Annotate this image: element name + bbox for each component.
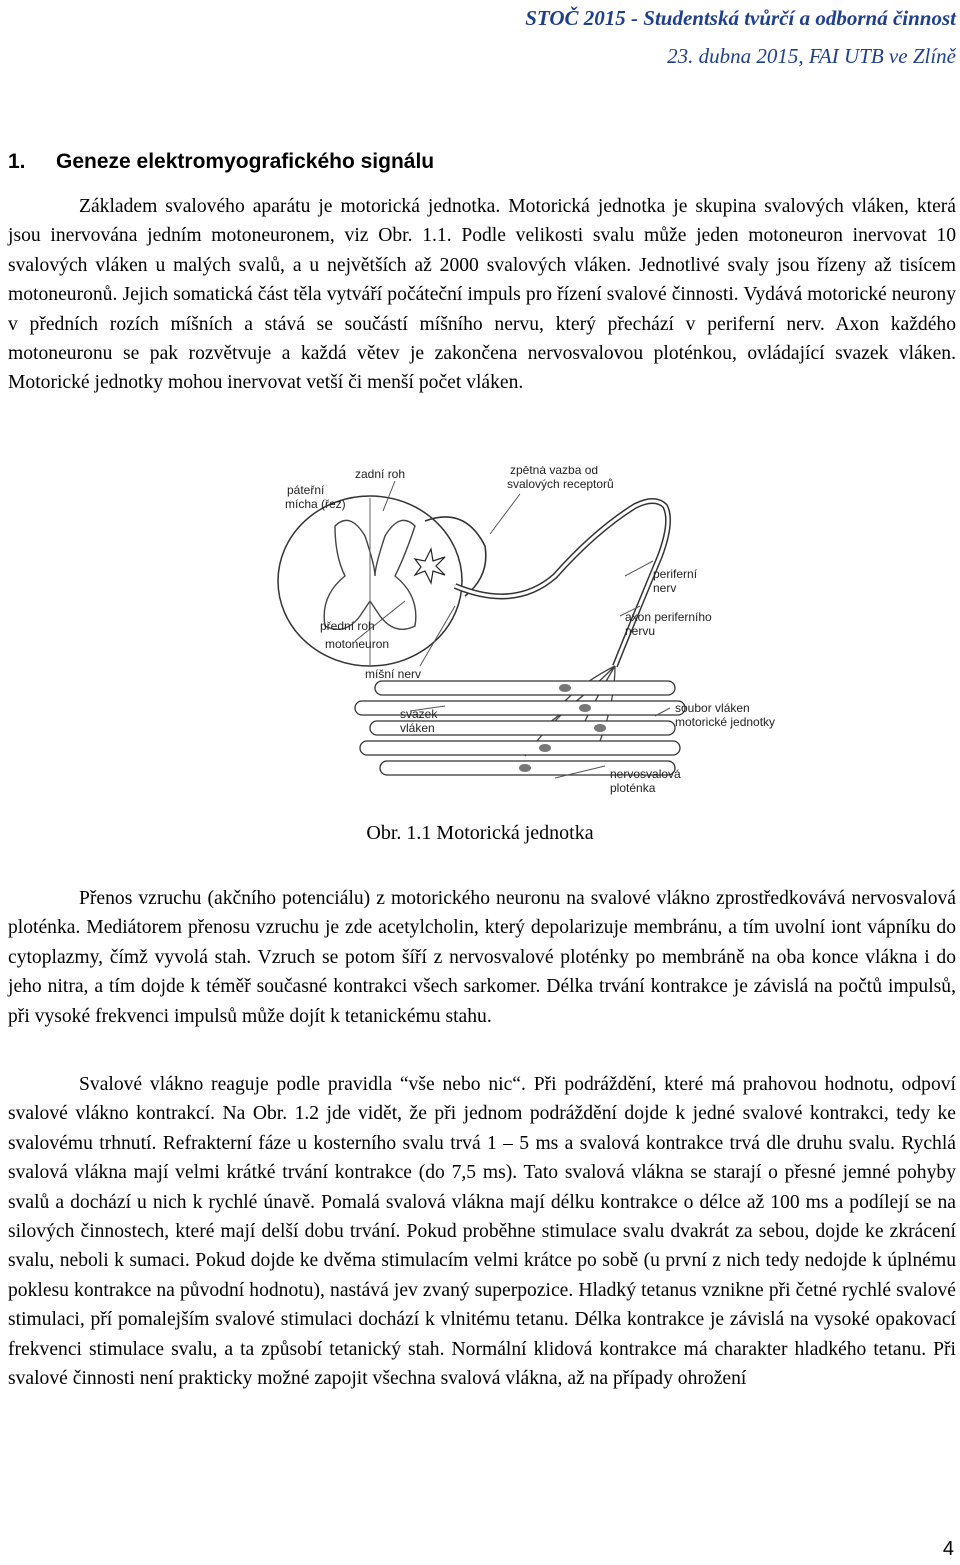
paragraph-2-text: Přenos vzruchu (akčního potenciálu) z motorického neuronu na svalové vlákno zprostředkovává nervosvalová ploténka. Mediátorem přenosu vzruchu je zde acetylcholin, který depolarizuje membránu, a tím uvolní iont vápníku do cytoplazmy, čímž vyvolá stah. Vzruch se potom šíří z nervosvalové ploténky po membráně na oba konce vlákna i do jeho nitra, a tím dojde k téměř současné kontrakci všech sarkomer. Délka trvání kontrakce je závislá na počtů impulsů, při vysoké frekvenci impulsů může dojít k tetanickému stahu. [8,888,956,1027]
paragraph-1-text: Základem svalového aparátu je motorická jednotka. Motorická jednotka je skupina svalových vláken, která jsou inervována jedním motoneuronem, viz Obr. 1.1. Podle velikosti svalu může jeden motoneuron inervovat 10 svalových vláken u malých svalů, a u největších až 2000 svalových vláken. Jednotlivé svaly jsou řízeny až tisícem motoneuronů. Jejich somatická část těla vytváří počáteční impuls pro řízení svalové činnosti. Vydává motorické neurony v předních rozích míšních a stává se součástí míšního nervu, který přechází v periferní nerv. Axon každého motoneuronu se pak rozvětvuje a každá větev je zakončena nervosvalovou ploténkou, ovládající svazek vláken. Motorické jednotky mohou inervovat vetší či menší počet vláken. [8,196,956,394]
section-title: Geneze elektromyografického signálu [56,150,435,173]
label-nervu: nervu [625,624,656,638]
label-svazek: svazek [400,707,438,721]
header-title: STOČ 2015 - Studentská tvůrčí a odborná činnost [525,6,956,30]
label-zadni-roh: zadní roh [355,467,406,481]
label-periferni: periferní [653,567,698,581]
page-number: 4 [942,1538,954,1560]
section-number: 1. [8,150,26,173]
label-paterni: páteřní [287,483,325,497]
motor-unit-diagram [255,466,775,806]
peripheral-nerve-inner [455,501,668,666]
label-misni-nerv: míšní nerv [365,667,422,681]
label-svalovych-receptoru: svalových receptorů [507,477,614,491]
label-nerv: nerv [653,581,677,595]
label-nervosvalova: nervosvalová [610,767,681,781]
header-date: 23. dubna 2015, FAI UTB ve Zlíně [667,44,956,68]
label-vlaken: vláken [400,721,435,735]
label-predni-roh: přední roh [320,619,375,633]
label-micha: mícha (řez) [285,497,346,511]
paragraph-3 [8,1070,956,1393]
label-plotenka: ploténka [610,781,656,795]
peripheral-nerve [455,501,668,666]
label-soubor-vlaken: soubor vláken [675,701,750,715]
section-heading [8,150,434,174]
label-motoricke-jednotky: motorické jednotky [675,715,775,729]
label-zpetna-vazba: zpětná vazba od [510,466,599,477]
paragraph-1 [8,192,956,398]
label-motoneuron: motoneuron [325,637,390,651]
label-axon: axon periferního [625,610,712,624]
figure-caption: Obr. 1.1 Motorická jednotka [366,822,594,844]
paragraph-2 [8,884,956,1031]
paragraph-3-text: Svalové vlákno reaguje podle pravidla “vše nebo nic“. Při podráždění, které má prahovou hodnotu, odpoví svalové vlákno kontrakcí. Na Obr. 1.2 jde vidět, že při jednom podráždění dojde k jedné svalové kontrakci, tedy ke svalovému trhnutí. Refrakterní fáze u kosterního svalu trvá 1 – 5 ms a svalová kontrakce trvá dle druhu svalu. Rychlá svalová vlákna mají velmi krátké trvání kontrakce (do 7,5 ms). Tato svalová vlákna se starají o přesné jemné pohyby svalů a dochází u nich k rychlé únavě. Pomalá svalová vlákna mají délku kontrakce o délce až 100 ms a podílejí se na silových činnostech, které mají delší dobu trvání. Pokud proběhne stimulace svalu dvakrát za sebou, dojde ke zkrácení svalu, neboli k sumaci. Pokud dojde ke dvěma stimulacím velmi krátce po sobě (u první z nich tedy nedojde k úplnému poklesu kontrakce na původní hodnotu), nastává jev zvaný superpozice. Hladký tetanus vznikne při četné rychlé svalové stimulaci, pří pomalejším svalové stimulaci dochází k vlnitému tetanu. Délka kontrakce je závislá na vysoké opakovací frekvenci stimulace svalu, a ta způsobí tetanický stah. Normální klidová kontrakce má charakter hladkého tetanu. Při svalové činnosti není prakticky možné zapojit všechna svalová vlákna, až na případy ohrožení [8,1074,956,1390]
figure-motor-unit [255,466,775,806]
